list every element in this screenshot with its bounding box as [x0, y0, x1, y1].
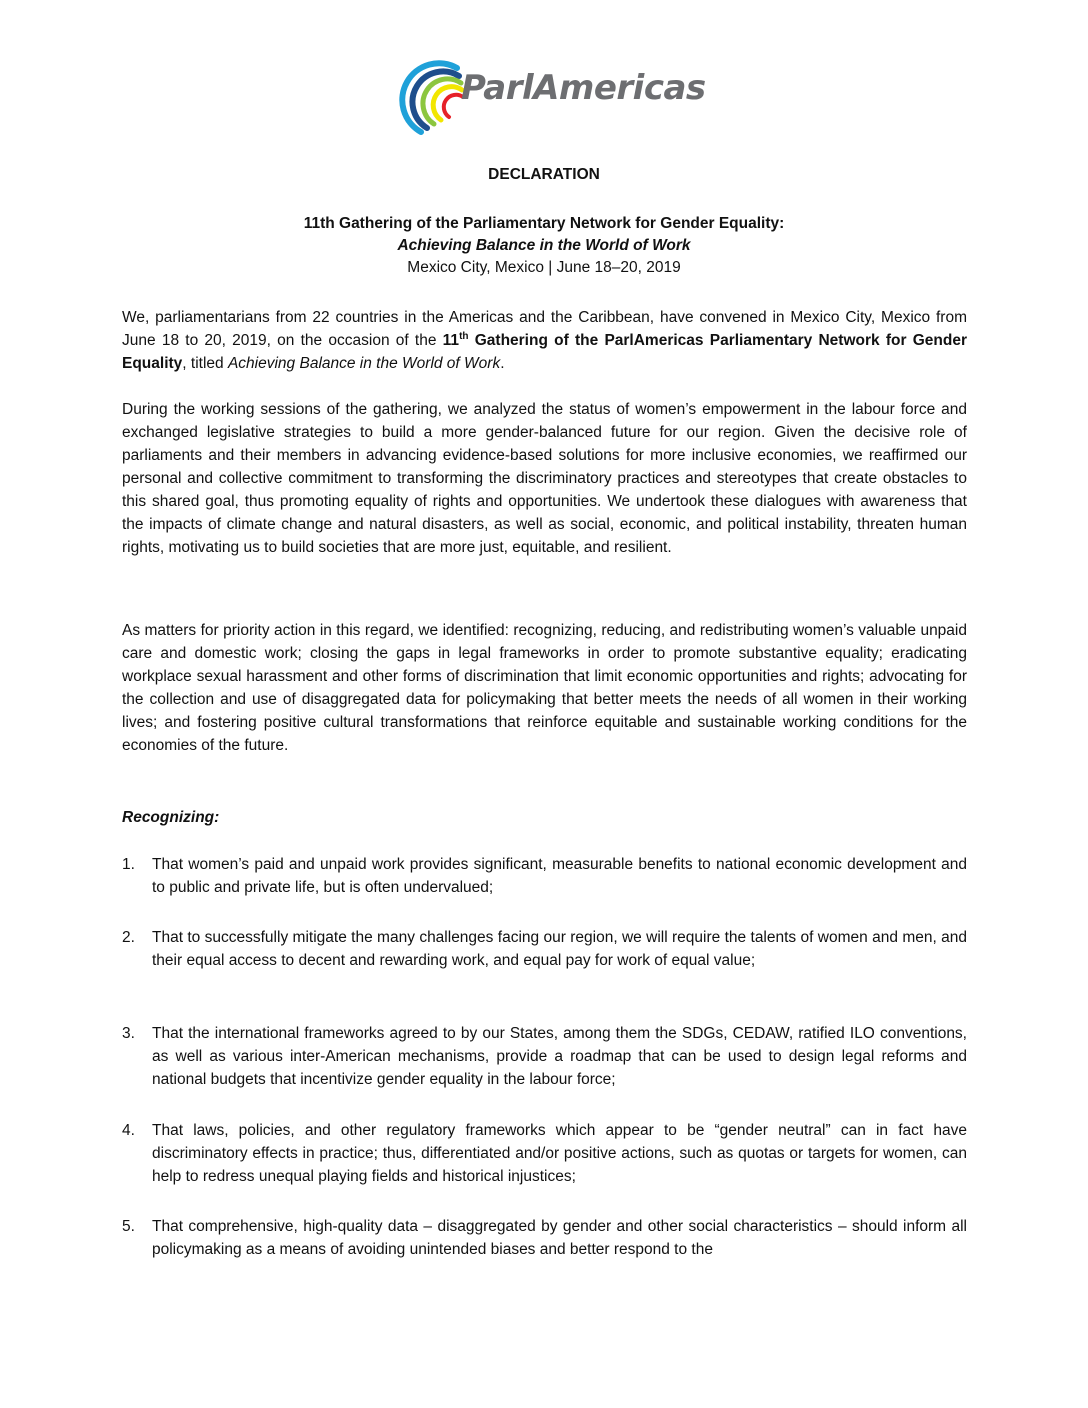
event-theme: Achieving Balance in the World of Work [397, 237, 691, 254]
parlamericas-logo [395, 48, 715, 138]
intro-paragraph-1: We, parliamentarians from 22 countries in the Americas and the Caribbean, have convened in Mexico City, Mexico from June 18 to 20, 2019, on the occasion of the 11th Gathering of the ParlAmericas Parliamentary Network for Gender Equality, titled Achieving Balance in the World of Work. [122, 309, 967, 372]
list-item-number: 5. [122, 1218, 135, 1235]
list-item-text: That laws, policies, and other regulatory frameworks which appear to be “gender neutral” can in fact have discriminatory effects in practice; thus, differentiated and/or positive actions, such as quotas or targets for women, can help to redress unequal playing fields and historical injustices; [152, 1122, 967, 1185]
event-location-date: Mexico City, Mexico | June 18–20, 2019 [407, 259, 681, 276]
list-item-number: 4. [122, 1122, 135, 1139]
intro-paragraph-3: As matters for priority action in this regard, we identified: recognizing, reducing, and redistributing women’s valuable unpaid care and domestic work; closing the gaps in legal frameworks in order to promote substantive equality; eradicating workplace sexual harassment and other forms of discrimination that limit economic opportunities and rights; advocating for the collection and use of disaggregated data for policymaking that better meets the needs of all women in their working lives; and fostering positive cultural transformations that reinforce equitable and sustainable working conditions for the economies of the future. [122, 622, 967, 754]
logo-wordmark: ParlAmericas [461, 68, 706, 108]
list-item-text: That women’s paid and unpaid work provides significant, measurable benefits to national economic development and to public and private life, but is often undervalued; [152, 856, 967, 896]
list-item-text: That to successfully mitigate the many challenges facing our region, we will require the talents of women and men, and their equal access to decent and rewarding work, and equal pay for work of equal value; [152, 929, 967, 969]
list-item-number: 2. [122, 929, 135, 946]
intro-paragraph-2: During the working sessions of the gathering, we analyzed the status of women’s empowerment in the labour force and exchanged legislative strategies to build a more gender-balanced future for our region. Given the decisive role of parliaments and their members in advancing evidence-based solutions for more inclusive economies, we reaffirmed our personal and collective commitment to transforming the discriminatory practices and stereotypes that create obstacles to this shared goal, thus promoting equality of rights and opportunities. We undertook these dialogues with awareness that the impacts of climate change and natural disasters, as well as social, economic, and political instability, threaten human rights, motivating us to build societies that are more just, equitable, and resilient. [122, 401, 967, 556]
list-item-number: 1. [122, 856, 135, 873]
list-item-text: That comprehensive, high-quality data – disaggregated by gender and other social characteristics – should inform all policymaking as a means of avoiding unintended biases and better respond to the [152, 1218, 967, 1258]
document-type-label: DECLARATION [488, 166, 600, 183]
list-item-number: 3. [122, 1025, 135, 1042]
recognizing-heading: Recognizing: [122, 809, 220, 826]
event-title: 11th Gathering of the Parliamentary Network for Gender Equality: [303, 215, 785, 232]
list-item-text: That the international frameworks agreed to by our States, among them the SDGs, CEDAW, ratified ILO conventions, as well as various inter-American mechanisms, provide a roadmap that can be used to design legal reforms and national budgets that incentivize gender equality in the labour force; [152, 1025, 967, 1088]
